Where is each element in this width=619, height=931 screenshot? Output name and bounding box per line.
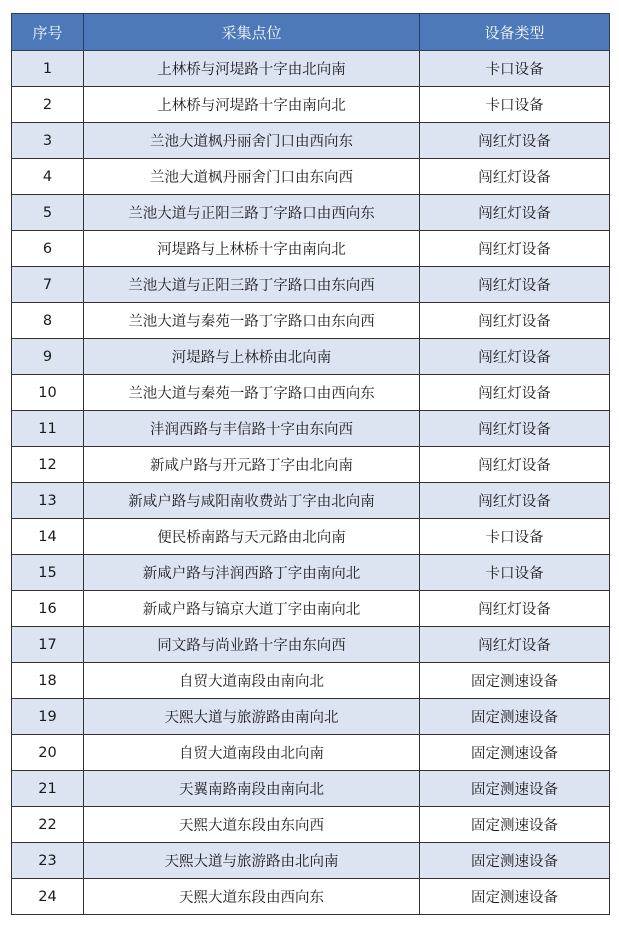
table-row [12, 735, 610, 771]
cell-device-type: 卡口设备 [420, 51, 610, 87]
cell-index: 18 [12, 663, 84, 699]
cell-index: 9 [12, 339, 84, 375]
table-row [12, 411, 610, 447]
table-header [12, 14, 610, 51]
cell-location: 兰池大道与秦苑一路丁字路口由东向西 [84, 303, 420, 339]
cell-location: 天熙大道与旅游路由南向北 [84, 699, 420, 735]
cell-device-type: 固定测速设备 [420, 807, 610, 843]
table-row [12, 483, 610, 519]
cell-index: 11 [12, 411, 84, 447]
table-row [12, 123, 610, 159]
cell-device-type: 固定测速设备 [420, 699, 610, 735]
cell-device-type: 闯红灯设备 [420, 267, 610, 303]
table-row [12, 663, 610, 699]
header-index: 序号 [12, 14, 84, 51]
table-row [12, 519, 610, 555]
cell-device-type: 固定测速设备 [420, 735, 610, 771]
cell-device-type: 固定测速设备 [420, 843, 610, 879]
cell-location: 上林桥与河堤路十字由南向北 [84, 87, 420, 123]
cell-location: 新咸户路与镐京大道丁字由南向北 [84, 591, 420, 627]
cell-location: 新咸户路与沣润西路丁字由南向北 [84, 555, 420, 591]
table-row [12, 51, 610, 87]
cell-location: 自贸大道南段由北向南 [84, 735, 420, 771]
table-row [12, 159, 610, 195]
cell-device-type: 闯红灯设备 [420, 123, 610, 159]
cell-location: 河堤路与上林桥由北向南 [84, 339, 420, 375]
cell-location: 天熙大道与旅游路由北向南 [84, 843, 420, 879]
cell-location: 天熙大道东段由西向东 [84, 879, 420, 915]
cell-location: 兰池大道枫丹丽舍门口由东向西 [84, 159, 420, 195]
cell-location: 便民桥南路与天元路由北向南 [84, 519, 420, 555]
cell-device-type: 闯红灯设备 [420, 303, 610, 339]
table-row [12, 591, 610, 627]
cell-index: 4 [12, 159, 84, 195]
cell-index: 24 [12, 879, 84, 915]
collection-points-table [11, 13, 610, 915]
cell-index: 19 [12, 699, 84, 735]
cell-index: 7 [12, 267, 84, 303]
cell-location: 沣润西路与丰信路十字由东向西 [84, 411, 420, 447]
cell-device-type: 闯红灯设备 [420, 231, 610, 267]
cell-location: 新咸户路与开元路丁字由北向南 [84, 447, 420, 483]
cell-index: 6 [12, 231, 84, 267]
cell-index: 15 [12, 555, 84, 591]
cell-location: 兰池大道与秦苑一路丁字路口由西向东 [84, 375, 420, 411]
header-row [12, 14, 610, 51]
cell-device-type: 固定测速设备 [420, 879, 610, 915]
cell-location: 兰池大道枫丹丽舍门口由西向东 [84, 123, 420, 159]
cell-device-type: 闯红灯设备 [420, 447, 610, 483]
cell-index: 23 [12, 843, 84, 879]
cell-device-type: 闯红灯设备 [420, 411, 610, 447]
table-row [12, 195, 610, 231]
table-row [12, 807, 610, 843]
table-row [12, 303, 610, 339]
cell-index: 20 [12, 735, 84, 771]
header-device-type: 设备类型 [420, 14, 610, 51]
cell-location: 新咸户路与咸阳南收费站丁字由北向南 [84, 483, 420, 519]
cell-device-type: 闯红灯设备 [420, 627, 610, 663]
table-row [12, 879, 610, 915]
cell-location: 兰池大道与正阳三路丁字路口由西向东 [84, 195, 420, 231]
cell-index: 14 [12, 519, 84, 555]
table-row [12, 555, 610, 591]
cell-location: 自贸大道南段由南向北 [84, 663, 420, 699]
cell-index: 8 [12, 303, 84, 339]
cell-index: 13 [12, 483, 84, 519]
table-row [12, 699, 610, 735]
table-row [12, 627, 610, 663]
cell-index: 5 [12, 195, 84, 231]
cell-index: 22 [12, 807, 84, 843]
cell-location: 天熙大道东段由东向西 [84, 807, 420, 843]
cell-location: 同文路与尚业路十字由东向西 [84, 627, 420, 663]
table-container [11, 13, 609, 915]
cell-index: 2 [12, 87, 84, 123]
cell-device-type: 闯红灯设备 [420, 483, 610, 519]
table-row [12, 339, 610, 375]
cell-index: 21 [12, 771, 84, 807]
cell-device-type: 闯红灯设备 [420, 159, 610, 195]
cell-device-type: 固定测速设备 [420, 663, 610, 699]
cell-location: 上林桥与河堤路十字由北向南 [84, 51, 420, 87]
table-row [12, 771, 610, 807]
cell-index: 10 [12, 375, 84, 411]
header-location: 采集点位 [84, 14, 420, 51]
table-row [12, 87, 610, 123]
cell-device-type: 卡口设备 [420, 519, 610, 555]
cell-device-type: 卡口设备 [420, 555, 610, 591]
table-row [12, 267, 610, 303]
cell-device-type: 闯红灯设备 [420, 591, 610, 627]
table-row [12, 843, 610, 879]
cell-location: 兰池大道与正阳三路丁字路口由东向西 [84, 267, 420, 303]
cell-index: 1 [12, 51, 84, 87]
table-row [12, 231, 610, 267]
cell-device-type: 闯红灯设备 [420, 375, 610, 411]
cell-location: 天翼南路南段由南向北 [84, 771, 420, 807]
cell-index: 17 [12, 627, 84, 663]
table-row [12, 375, 610, 411]
cell-location: 河堤路与上林桥十字由南向北 [84, 231, 420, 267]
cell-index: 16 [12, 591, 84, 627]
cell-device-type: 闯红灯设备 [420, 339, 610, 375]
cell-index: 3 [12, 123, 84, 159]
cell-index: 12 [12, 447, 84, 483]
cell-device-type: 闯红灯设备 [420, 195, 610, 231]
cell-device-type: 固定测速设备 [420, 771, 610, 807]
cell-device-type: 卡口设备 [420, 87, 610, 123]
table-body [12, 51, 610, 915]
table-row [12, 447, 610, 483]
